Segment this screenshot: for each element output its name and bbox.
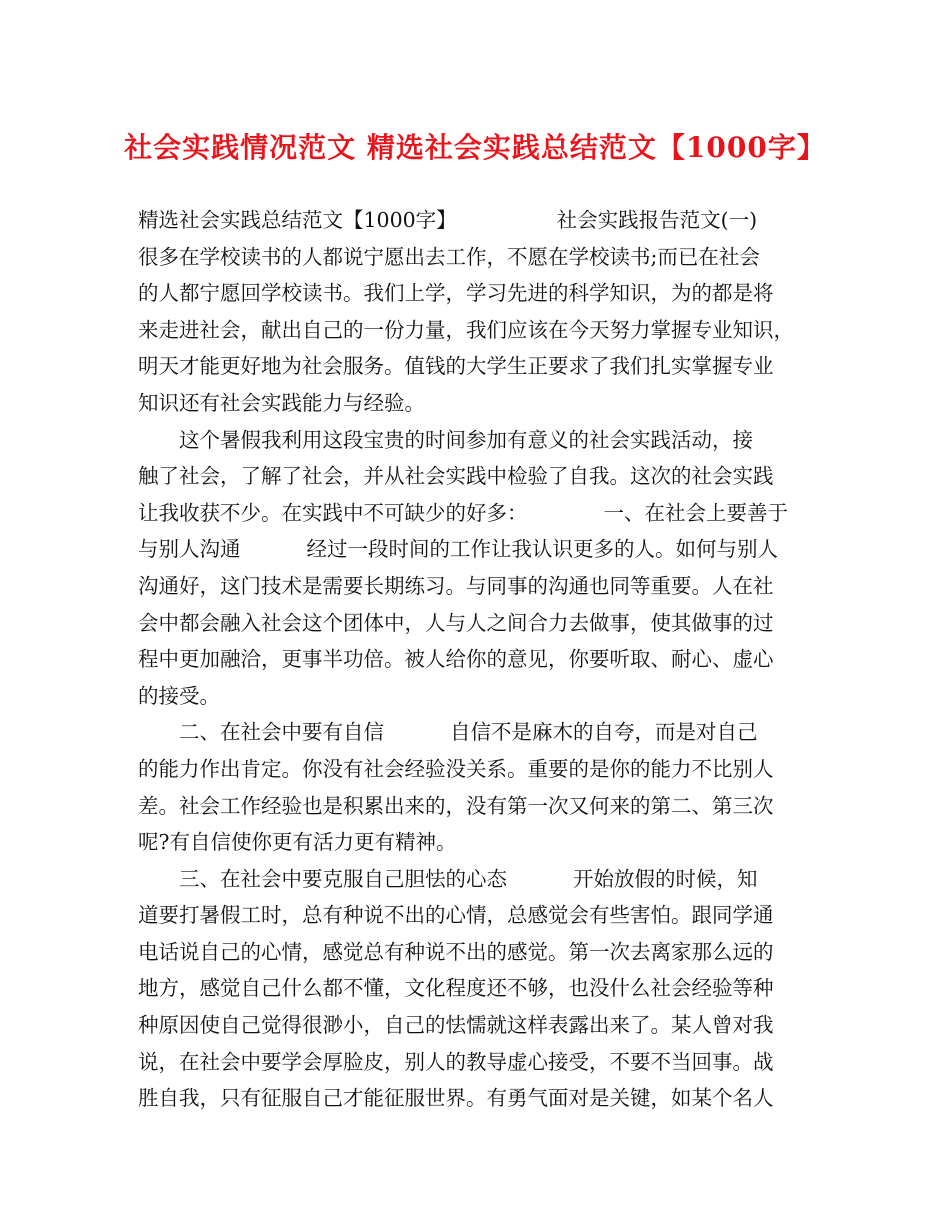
text-line: 明天才能更好地为社会服务。值钱的大学生正要求了我们扎实掌握专业 — [138, 354, 774, 379]
text-segment: 开始放假的时候，知 — [573, 866, 758, 891]
text-line — [138, 495, 818, 532]
paragraph-first-line: 这个暑假我利用这段宝贵的时间参加有意义的社会实践活动，接 — [179, 427, 753, 452]
text-line: 呢?有自信使你更有活力更有精神。 — [138, 830, 457, 855]
text-segment: 社会实践报告范文(一) — [556, 208, 758, 232]
text-segment: 自信不是麻木的自夸，而是对自己 — [450, 720, 758, 745]
section-heading: 二、在社会中要有自信 — [179, 720, 384, 745]
text-segment: 经过一段时间的工作让我认识更多的人。如何与别人 — [306, 537, 778, 562]
text-segment: 精选社会实践总结范文【1000字】 — [138, 208, 457, 232]
text-line: 会中都会融入社会这个团体中，人与人之间合力去做事，使其做事的过 — [138, 610, 774, 635]
text-line: 胜自我，只有征服自己才能征服世界。有勇气面对是关键，如某个名人 — [138, 1086, 774, 1111]
text-line: 的人都宁愿回学校读书。我们上学，学习先进的科学知识，为的都是将 — [138, 281, 774, 306]
text-line: 种原因使自己觉得很渺小，自己的怯懦就这样表露出来了。某人曾对我 — [138, 1013, 774, 1038]
section-heading: 三、在社会中要克服自己胆怯的心态 — [179, 866, 507, 891]
text-line: 知识还有社会实践能力与经验。 — [138, 390, 425, 415]
document-body — [138, 202, 818, 1117]
text-line: 很多在学校读书的人都说宁愿出去工作，不愿在学校读书;而已在社会 — [138, 244, 760, 269]
document-title: 社会实践情况范文 精选社会实践总结范文【1000字】 — [124, 131, 826, 164]
section-heading: 一、在社会上要善于 — [603, 500, 788, 525]
paragraph-first-line — [138, 714, 818, 751]
text-line: 说，在社会中要学会厚脸皮，别人的教导虚心接受，不要不当回事。战 — [138, 1049, 774, 1074]
text-line — [138, 202, 818, 239]
text-line: 道要打暑假工时，总有种说不出的心情，总感觉会有些害怕。跟同学通 — [138, 903, 774, 928]
text-segment: 让我收获不少。在实践中不可缺少的好多： — [138, 500, 528, 525]
paragraph-first-line — [138, 861, 818, 898]
text-line: 触了社会，了解了社会，并从社会实践中检验了自我。这次的社会实践 — [138, 464, 774, 489]
text-line: 地方，感觉自己什么都不懂，文化程度还不够，也没什么社会经验等种 — [138, 976, 774, 1001]
text-line: 电话说自己的心情，感觉总有种说不出的感觉。第一次去离家那么远的 — [138, 939, 774, 964]
text-line: 的能力作出肯定。你没有社会经验没关系。重要的是你的能力不比别人 — [138, 756, 774, 781]
text-line: 来走进社会，献出自己的一份力量，我们应该在今天努力掌握专业知识， — [138, 317, 794, 342]
text-line: 差。社会工作经验也是积累出来的，没有第一次又何来的第二、第三次 — [138, 793, 774, 818]
text-line: 的接受。 — [138, 683, 220, 708]
text-line: 程中更加融洽，更事半功倍。被人给你的意见，你要听取、耐心、虚心 — [138, 647, 774, 672]
text-line: 沟通好，这门技术是需要长期练习。与同事的沟通也同等重要。人在社 — [138, 573, 774, 598]
section-heading: 与别人沟通 — [138, 537, 241, 562]
text-line — [138, 531, 818, 568]
